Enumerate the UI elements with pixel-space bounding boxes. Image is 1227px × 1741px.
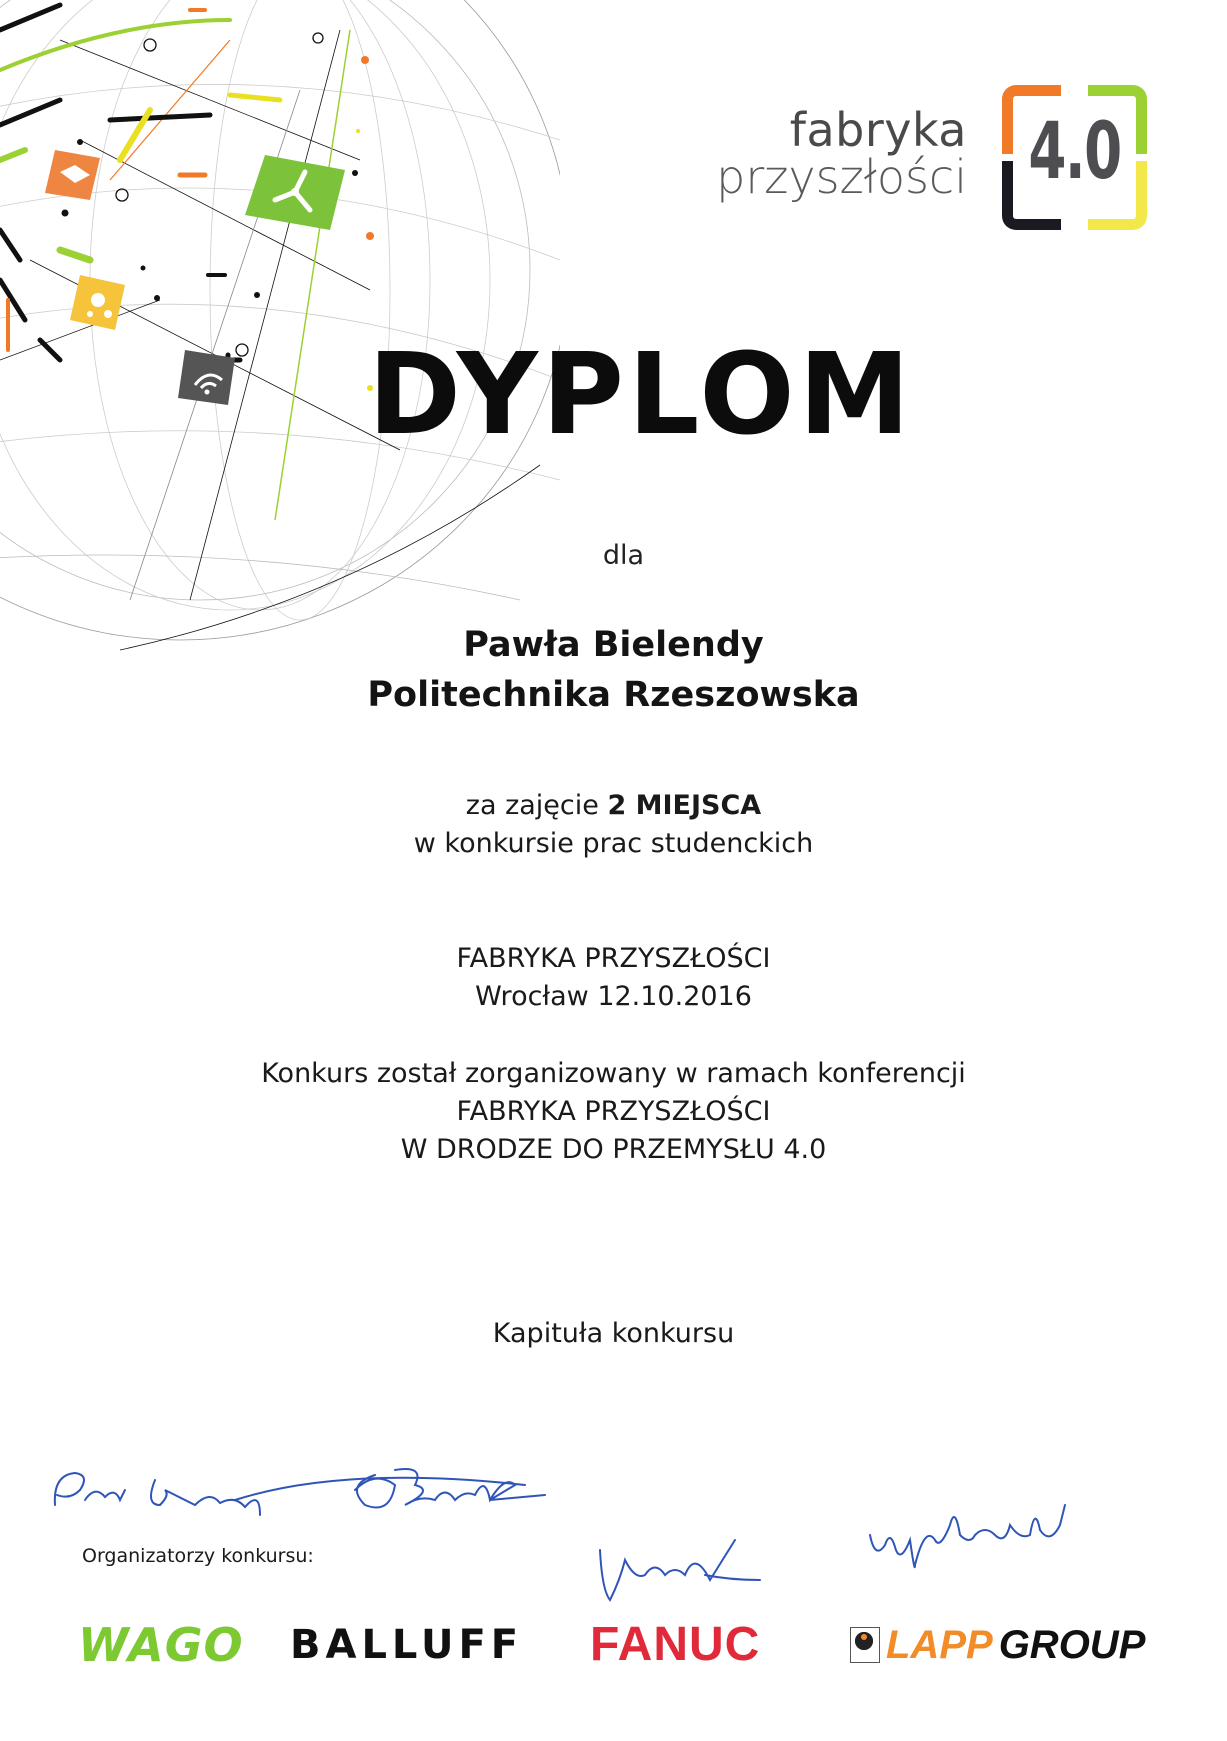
recipient-name: Pawła Bielendy <box>463 625 764 665</box>
lapp-word: LAPP <box>886 1623 993 1667</box>
lapp-cable-icon <box>850 1627 880 1663</box>
fanuc-logo: FANUC <box>590 1618 761 1671</box>
balluff-logo: BALLUFF <box>290 1622 524 1668</box>
logo-line-2: przyszłości <box>716 149 967 204</box>
conference-line-3: W DRODZE DO PRZEMYSŁU 4.0 <box>400 1134 827 1165</box>
recipient-block <box>0 620 1227 720</box>
award-prefix: za zajęcie <box>465 790 608 821</box>
jury-label: Kapituła konkursu <box>492 1318 735 1349</box>
diploma-title: DYPLOM <box>367 330 915 460</box>
wago-logo: WAGO <box>78 1618 244 1672</box>
signature-4 <box>860 1485 1080 1585</box>
conference-line-2: FABRYKA PRZYSZŁOŚCI <box>456 1096 771 1127</box>
wind-turbine-tile-icon <box>245 155 345 230</box>
logo-badge <box>1002 85 1147 230</box>
lapp-group-logo <box>850 1615 1145 1675</box>
recipient-institution: Politechnika Rzeszowska <box>367 675 860 715</box>
logo-wordmark <box>716 103 967 204</box>
event-name: FABRYKA PRZYSZŁOŚCI <box>456 943 771 974</box>
logo-line-1: fabryka <box>789 103 967 157</box>
signature-1-2 <box>45 1445 605 1555</box>
fabryka-przyszlosci-logo <box>716 85 1147 235</box>
award-block <box>0 787 1227 863</box>
sponsor-logos <box>0 1615 1227 1675</box>
gear-tile-icon <box>70 275 125 330</box>
graduation-cap-tile-icon <box>45 150 100 200</box>
logo-badge-number: 4.0 <box>1028 107 1121 197</box>
award-place: 2 MIEJSCA <box>607 790 762 821</box>
award-line-2: w konkursie prac studenckich <box>413 828 814 859</box>
conference-block <box>0 1055 1227 1169</box>
conference-line-1: Konkurs został zorganizowany w ramach konferencji <box>261 1058 966 1089</box>
group-word: GROUP <box>998 1623 1146 1667</box>
for-label: dla <box>602 540 645 571</box>
event-block <box>0 940 1227 1016</box>
signature-3 <box>590 1520 770 1620</box>
event-location-date: Wrocław 12.10.2016 <box>475 981 752 1012</box>
award-line-1 <box>0 787 1227 825</box>
organizers-label: Organizatorzy konkursu: <box>82 1545 314 1567</box>
